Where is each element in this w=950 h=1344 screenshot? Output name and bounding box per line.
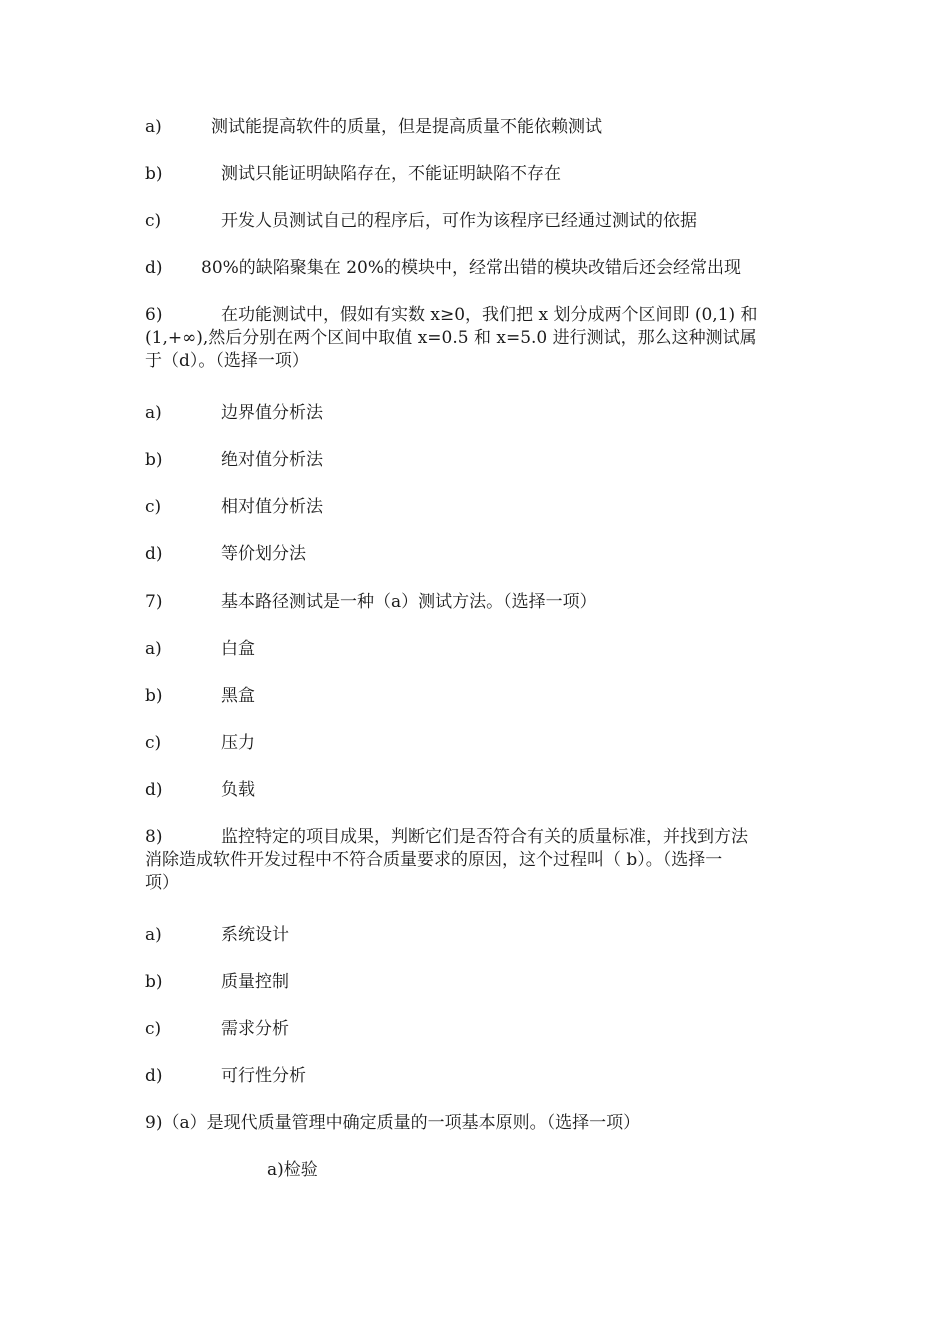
- option-text: 可行性分析: [221, 1066, 306, 1086]
- option-text: 相对值分析法: [221, 497, 323, 517]
- option-text: 白盒: [221, 639, 255, 659]
- option-marker: d): [145, 258, 163, 278]
- question-8: [145, 826, 810, 895]
- option-marker: c): [145, 1019, 162, 1039]
- option-marker: a): [145, 639, 162, 659]
- question-number: 7): [145, 592, 163, 612]
- option-marker: a): [145, 117, 162, 137]
- option-marker: c): [145, 733, 162, 753]
- question-text-line3: 项）: [145, 873, 179, 893]
- option-text: 系统设计: [221, 925, 289, 945]
- option-marker: b): [145, 972, 163, 992]
- question-number: 8): [145, 827, 163, 847]
- option-text: 80%的缺陷聚集在 20%的模块中，经常出错的模块改错后还会经常出现: [201, 258, 741, 278]
- option-marker: c): [145, 497, 162, 517]
- option-marker: d): [145, 1066, 163, 1086]
- option-marker: d): [145, 780, 163, 800]
- option-marker: b): [145, 164, 163, 184]
- question-text: 9)（a）是现代质量管理中确定质量的一项基本原则。（选择一项）: [145, 1113, 641, 1133]
- option-text: 等价划分法: [221, 544, 306, 564]
- option-text: 测试只能证明缺陷存在，不能证明缺陷不存在: [221, 164, 561, 184]
- question-6: [145, 304, 810, 373]
- option-marker: d): [145, 544, 163, 564]
- option-text: 负载: [221, 780, 255, 800]
- option-text: a)检验: [267, 1160, 318, 1180]
- question-text-line1: 监控特定的项目成果，判断它们是否符合有关的质量标准，并找到方法: [221, 827, 748, 847]
- question-text-line3: 于（d）。（选择一项）: [145, 351, 309, 371]
- question-text-line2: 消除造成软件开发过程中不符合质量要求的原因，这个过程叫（ b）。（选择一: [145, 850, 723, 870]
- question-text: 基本路径测试是一种（a）测试方法。（选择一项）: [221, 592, 597, 612]
- option-text: 黑盒: [221, 686, 255, 706]
- option-marker: c): [145, 211, 162, 231]
- option-marker: b): [145, 450, 163, 470]
- option-text: 开发人员测试自己的程序后，可作为该程序已经通过测试的依据: [221, 211, 697, 231]
- question-text-line2: (1,+∞),然后分别在两个区间中取值 x=0.5 和 x=5.0 进行测试，那么这种测试属: [145, 328, 757, 348]
- option-text: 测试能提高软件的质量，但是提高质量不能依赖测试: [211, 117, 602, 137]
- option-text: 质量控制: [221, 972, 289, 992]
- option-marker: a): [145, 925, 162, 945]
- option-marker: a): [145, 403, 162, 423]
- option-text: 压力: [221, 733, 255, 753]
- option-text: 绝对值分析法: [221, 450, 323, 470]
- option-text: 需求分析: [221, 1019, 289, 1039]
- question-number: 6): [145, 305, 163, 325]
- option-marker: b): [145, 686, 163, 706]
- option-text: 边界值分析法: [221, 403, 323, 423]
- question-text-line1: 在功能测试中，假如有实数 x≥0，我们把 x 划分成两个区间即 (0,1) 和: [221, 305, 758, 325]
